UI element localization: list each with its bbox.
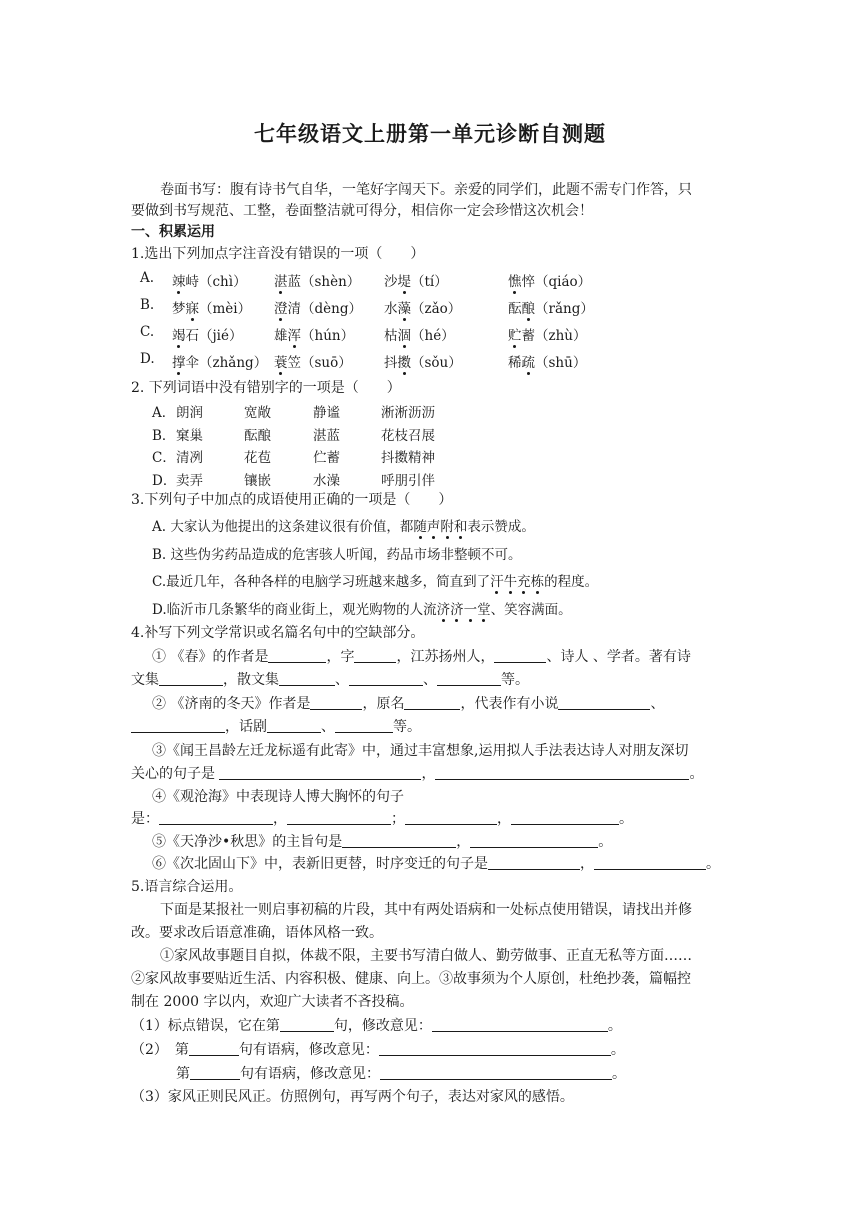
answer-blank[interactable] [594, 855, 706, 870]
dotted-character: 竭 [172, 324, 186, 344]
q4-2-text-c: ，代表作有小说 [460, 696, 559, 712]
q1-option-label: D. [140, 351, 155, 367]
q5-instruction-2: 改。要求改后语意准确，语体风格一致。 [131, 925, 383, 941]
answer-blank[interactable] [287, 810, 391, 825]
q3-a-post: 表示赞成。 [467, 519, 535, 535]
q4-3-text-c: ， [421, 766, 436, 782]
dotted-character: 憔 [508, 270, 522, 290]
answer-blank[interactable] [488, 855, 580, 870]
answer-blank[interactable] [511, 810, 619, 825]
answer-blank[interactable] [335, 718, 393, 733]
q1-option-label: C. [140, 324, 155, 340]
answer-blank[interactable] [470, 833, 598, 848]
q5-2-text-c: 。 [610, 1042, 625, 1058]
dotted-character: 济 [450, 598, 464, 618]
q4-1-text-f: ，散文集 [223, 672, 279, 688]
q2-word: 伫蓄 [313, 450, 340, 466]
answer-blank[interactable] [558, 695, 650, 710]
dotted-character: 藻 [398, 297, 412, 317]
q2-option-label: B． [152, 428, 176, 444]
q1-option-item: 憔悴（qiáo） [508, 270, 591, 290]
q3-d-post: 、笑容满面。 [490, 602, 572, 618]
q3-c-post: 的程度。 [544, 574, 599, 590]
q4-3-text-d: 。 [689, 766, 704, 782]
q5-2-text-a: （2） 第 [131, 1042, 189, 1058]
q1-option-item: 梦寐（mèi） [172, 297, 251, 317]
answer-blank[interactable] [494, 648, 546, 663]
q2-option-label: D． [152, 473, 177, 489]
answer-blank[interactable] [405, 810, 497, 825]
answer-blank[interactable] [131, 718, 225, 733]
q2-word: 宽敞 [244, 405, 271, 421]
q5-sub-3: （3）家风正则民风正。仿照例句，再写两个句子，表达对家风的感悟。 [131, 1089, 574, 1105]
q3-option-c [152, 570, 598, 590]
q1-option-item: 枯涸（hé） [384, 324, 455, 344]
q3-option-b: B. 这些伪劣药品造成的危害骇人听闻，药品市场非整顿不可。 [152, 547, 522, 563]
answer-blank[interactable] [404, 695, 460, 710]
q4-2-text-e: ，话剧 [225, 719, 267, 735]
answer-blank[interactable] [268, 648, 326, 663]
q1-option-item: 抖擞（sǒu） [384, 351, 462, 371]
q5-passage-3: 制在 2000 字以内，欢迎广大读者不吝投稿。 [131, 994, 414, 1010]
q2-option [152, 446, 176, 466]
answer-blank[interactable] [267, 718, 321, 733]
q4-5-text-a: ⑤《天净沙•秋思》的主旨句是 [152, 834, 343, 850]
dotted-character: 充 [517, 570, 531, 590]
q1-option-item: 竦峙（chì） [172, 270, 247, 290]
q2-word: 花枝召展 [381, 428, 435, 444]
dotted-character: 湛 [274, 270, 288, 290]
q2-word: 卖弄 [176, 473, 203, 489]
dotted-character: 一 [464, 598, 478, 618]
q5-1-text-a: （1）标点错误，它在第 [131, 1018, 280, 1034]
dotted-character: 汗 [490, 570, 504, 590]
q4-2-text-b: ，原名 [362, 696, 405, 712]
q1-option-item: 撑伞（zhǎng） [172, 351, 267, 371]
q4-item-3-line-2 [131, 764, 703, 784]
q2-word: 花苞 [244, 450, 271, 466]
dotted-character: 撑 [172, 351, 186, 371]
dotted-character: 和 [454, 515, 468, 535]
q2-word: 湛蓝 [313, 428, 340, 444]
answer-blank[interactable] [280, 1017, 334, 1032]
dotted-character: 济 [437, 598, 451, 618]
q4-6-text-c: 。 [706, 856, 720, 872]
q2-option-label: C． [152, 450, 176, 466]
answer-blank[interactable] [437, 671, 501, 686]
q4-1-text-c: ，江苏扬州人， [396, 649, 495, 665]
answer-blank[interactable] [432, 1017, 608, 1032]
dotted-character: 擞 [398, 351, 412, 371]
q1-option-label: B. [140, 297, 155, 313]
dotted-character: 浑 [288, 324, 302, 344]
answer-blank[interactable] [310, 695, 362, 710]
q2-stem: 2. 下列词语中没有错别字的一项是（ ） [131, 380, 401, 396]
q4-4-text-b: 是： [131, 811, 159, 827]
intro-line-2: 要做到书写规范、工整，卷面整洁就可得分，相信你一定会珍惜这次机会！ [131, 203, 593, 219]
q4-item-6 [152, 854, 720, 874]
q5-sub-2b [176, 1064, 626, 1084]
dotted-character: 堤 [398, 270, 412, 290]
q2-word: 抖擞精神 [381, 450, 435, 466]
q4-3-text-b: 关心的句子是 [131, 766, 215, 782]
q1-option-label: A. [140, 270, 155, 286]
q1-option-item: 雄浑（hún） [274, 324, 354, 344]
q3-d-pre: D.临沂市几条繁华的商业街上，观光购物的人流 [152, 602, 437, 618]
q4-6-text-b: ， [580, 856, 594, 872]
q3-d-idiom [437, 602, 491, 618]
intro-line-1: 卷面书写：腹有诗书气自华，一笔好字闯天下。亲爱的同学们，此题不需专门作答，只 [160, 182, 692, 198]
q3-a-pre: A. 大家认为他提出的这条建议很有价值，都 [152, 519, 414, 535]
q2-word: 窠巢 [176, 428, 203, 444]
q4-2-text-a: ② 《济南的冬天》作者是 [152, 696, 311, 712]
dotted-character: 蓑 [274, 351, 288, 371]
q5-instruction-1: 下面是某报社一则启事初稿的片段，其中有两处语病和一处标点使用错误，请找出并修 [160, 902, 692, 918]
dotted-character: 澄 [274, 297, 288, 317]
q4-4-text-d: ； [391, 811, 405, 827]
q4-stem: 4.补写下列文学常识或名篇名句中的空缺部分。 [131, 625, 425, 641]
q3-stem: 3.下列句子中加点的成语使用正确的一项是（ ） [131, 492, 453, 508]
dotted-character: 堂 [477, 598, 491, 618]
q5-sub-1 [131, 1016, 622, 1036]
answer-blank[interactable] [219, 765, 421, 780]
q2-option [152, 469, 176, 489]
q4-item-2-line-1 [152, 694, 664, 714]
q5-passage-1: ①家风故事题目自拟，体裁不限，主要书写清白做人、勤劳做事、正直无私等方面…… [160, 948, 692, 964]
q4-6-text-a: ⑥《次北固山下》中，表新旧更替，时序变迁的句子是 [152, 856, 488, 872]
section-heading: 一、积累运用 [131, 224, 215, 240]
answer-blank[interactable] [190, 1065, 240, 1080]
q5-2b-text-b: 句有语病，修改意见： [240, 1066, 380, 1082]
q1-option-item: 贮蓄（zhù） [508, 324, 587, 344]
q5-2b-text-a: 第 [176, 1066, 190, 1082]
q4-item-4-line-1: ④《观沧海》中表现诗人博大胸怀的句子 [152, 789, 404, 805]
page-title: 七年级语文上册第一单元诊断自测题 [254, 121, 606, 146]
dotted-character: 酿 [522, 297, 536, 317]
answer-blank[interactable] [189, 1041, 239, 1056]
dotted-character: 贮 [508, 324, 522, 344]
q2-option-label: A． [152, 405, 176, 421]
q1-option-item: 湛蓝（shèn） [274, 270, 360, 290]
q4-1-text-d: 、诗人 、学者。著有诗 [546, 649, 691, 665]
answer-blank[interactable] [435, 765, 689, 780]
q2-word: 呼朋引伴 [381, 473, 435, 489]
q4-2-text-g: 等。 [393, 719, 421, 735]
dotted-character: 栋 [531, 570, 545, 590]
q4-item-2-line-2 [131, 717, 421, 737]
dotted-character: 附 [440, 515, 454, 535]
q2-word: 镶嵌 [244, 473, 271, 489]
dotted-character: 竦 [172, 270, 186, 290]
q4-item-3-line-1: ③《闻王昌龄左迁龙标遥有此寄》中，通过丰富想象,运用拟人手法表达诗人对朋友深切 [152, 743, 689, 759]
q2-option [152, 424, 175, 444]
q1-option-item: 沙堤（tí） [384, 270, 448, 290]
q5-stem: 5.语言综合运用。 [131, 879, 243, 895]
q4-1-text-e: 文集 [131, 672, 159, 688]
q4-1-text-a: ① 《春》的作者是 [152, 649, 269, 665]
q4-item-5 [152, 832, 612, 852]
q5-1-text-b: 句，修改意见： [333, 1018, 432, 1034]
q3-option-a [152, 515, 535, 535]
q4-item-1-line-1 [152, 647, 691, 667]
q4-4-text-c: ， [273, 811, 287, 827]
q2-word: 清冽 [176, 450, 203, 466]
q4-2-text-d: 、 [650, 696, 665, 712]
answer-blank[interactable] [159, 810, 273, 825]
q4-5-text-b: ， [456, 834, 471, 850]
q2-word: 淅淅沥沥 [381, 405, 435, 421]
q1-option-item: 稀疏（shū） [508, 351, 586, 371]
q5-sub-2 [131, 1040, 625, 1060]
q5-2b-text-c: 。 [612, 1066, 626, 1082]
dotted-character: 涸 [398, 324, 412, 344]
q3-option-d [152, 598, 572, 618]
q4-item-1-line-2: 文集 ，散文集 、 、 等。 [131, 672, 529, 688]
q4-2-text-f: 、 [321, 719, 335, 735]
q3-c-pre: C.最近几年，各种各样的电脑学习班越来越多，简直到了 [152, 574, 491, 590]
answer-blank[interactable] [342, 833, 456, 848]
q1-option-item: 蓑笠（suō） [274, 351, 352, 371]
answer-blank[interactable] [380, 1065, 612, 1080]
q2-word: 静谧 [313, 405, 340, 421]
q4-1-text-b: ，字 [326, 649, 355, 665]
q4-4-text-f: 。 [619, 811, 633, 827]
q1-option-item: 竭石（jié） [172, 324, 243, 344]
answer-blank[interactable] [354, 648, 396, 663]
q2-word: 朗润 [176, 405, 203, 421]
q3-c-idiom [490, 574, 544, 590]
q5-passage-2: ②家风故事要贴近生活、内容积极、健康、向上。③故事须为个人原创，杜绝抄袭，篇幅控 [131, 971, 691, 987]
q2-option [152, 401, 175, 421]
dotted-character: 寐 [186, 297, 200, 317]
q1-option-item: 水藻（zǎo） [384, 297, 461, 317]
dotted-character: 声 [427, 515, 441, 535]
q5-1-text-c: 。 [607, 1018, 622, 1034]
q1-option-item: 澄清（dèng） [274, 297, 362, 317]
answer-blank[interactable] [159, 671, 223, 686]
q4-4-text-e: ， [497, 811, 511, 827]
answer-blank[interactable] [279, 671, 335, 686]
q2-word: 水澡 [313, 473, 340, 489]
dotted-character: 随 [413, 515, 427, 535]
q4-item-4-line-2 [131, 809, 633, 829]
q1-option-item: 酝酿（rǎng） [508, 297, 594, 317]
q5-2-text-b: 句有语病，修改意见： [238, 1042, 379, 1058]
q3-a-idiom [413, 519, 467, 535]
answer-blank[interactable] [379, 1041, 611, 1056]
q4-5-text-c: 。 [598, 834, 613, 850]
answer-blank[interactable] [349, 671, 423, 686]
q1-stem: 1.选出下列加点字注音没有错误的一项（ ） [131, 246, 425, 262]
dotted-character: 牛 [504, 570, 518, 590]
q4-1-text-g: 等。 [501, 672, 529, 688]
dotted-character: 疏 [522, 351, 536, 371]
q2-word: 酝酿 [244, 428, 271, 444]
